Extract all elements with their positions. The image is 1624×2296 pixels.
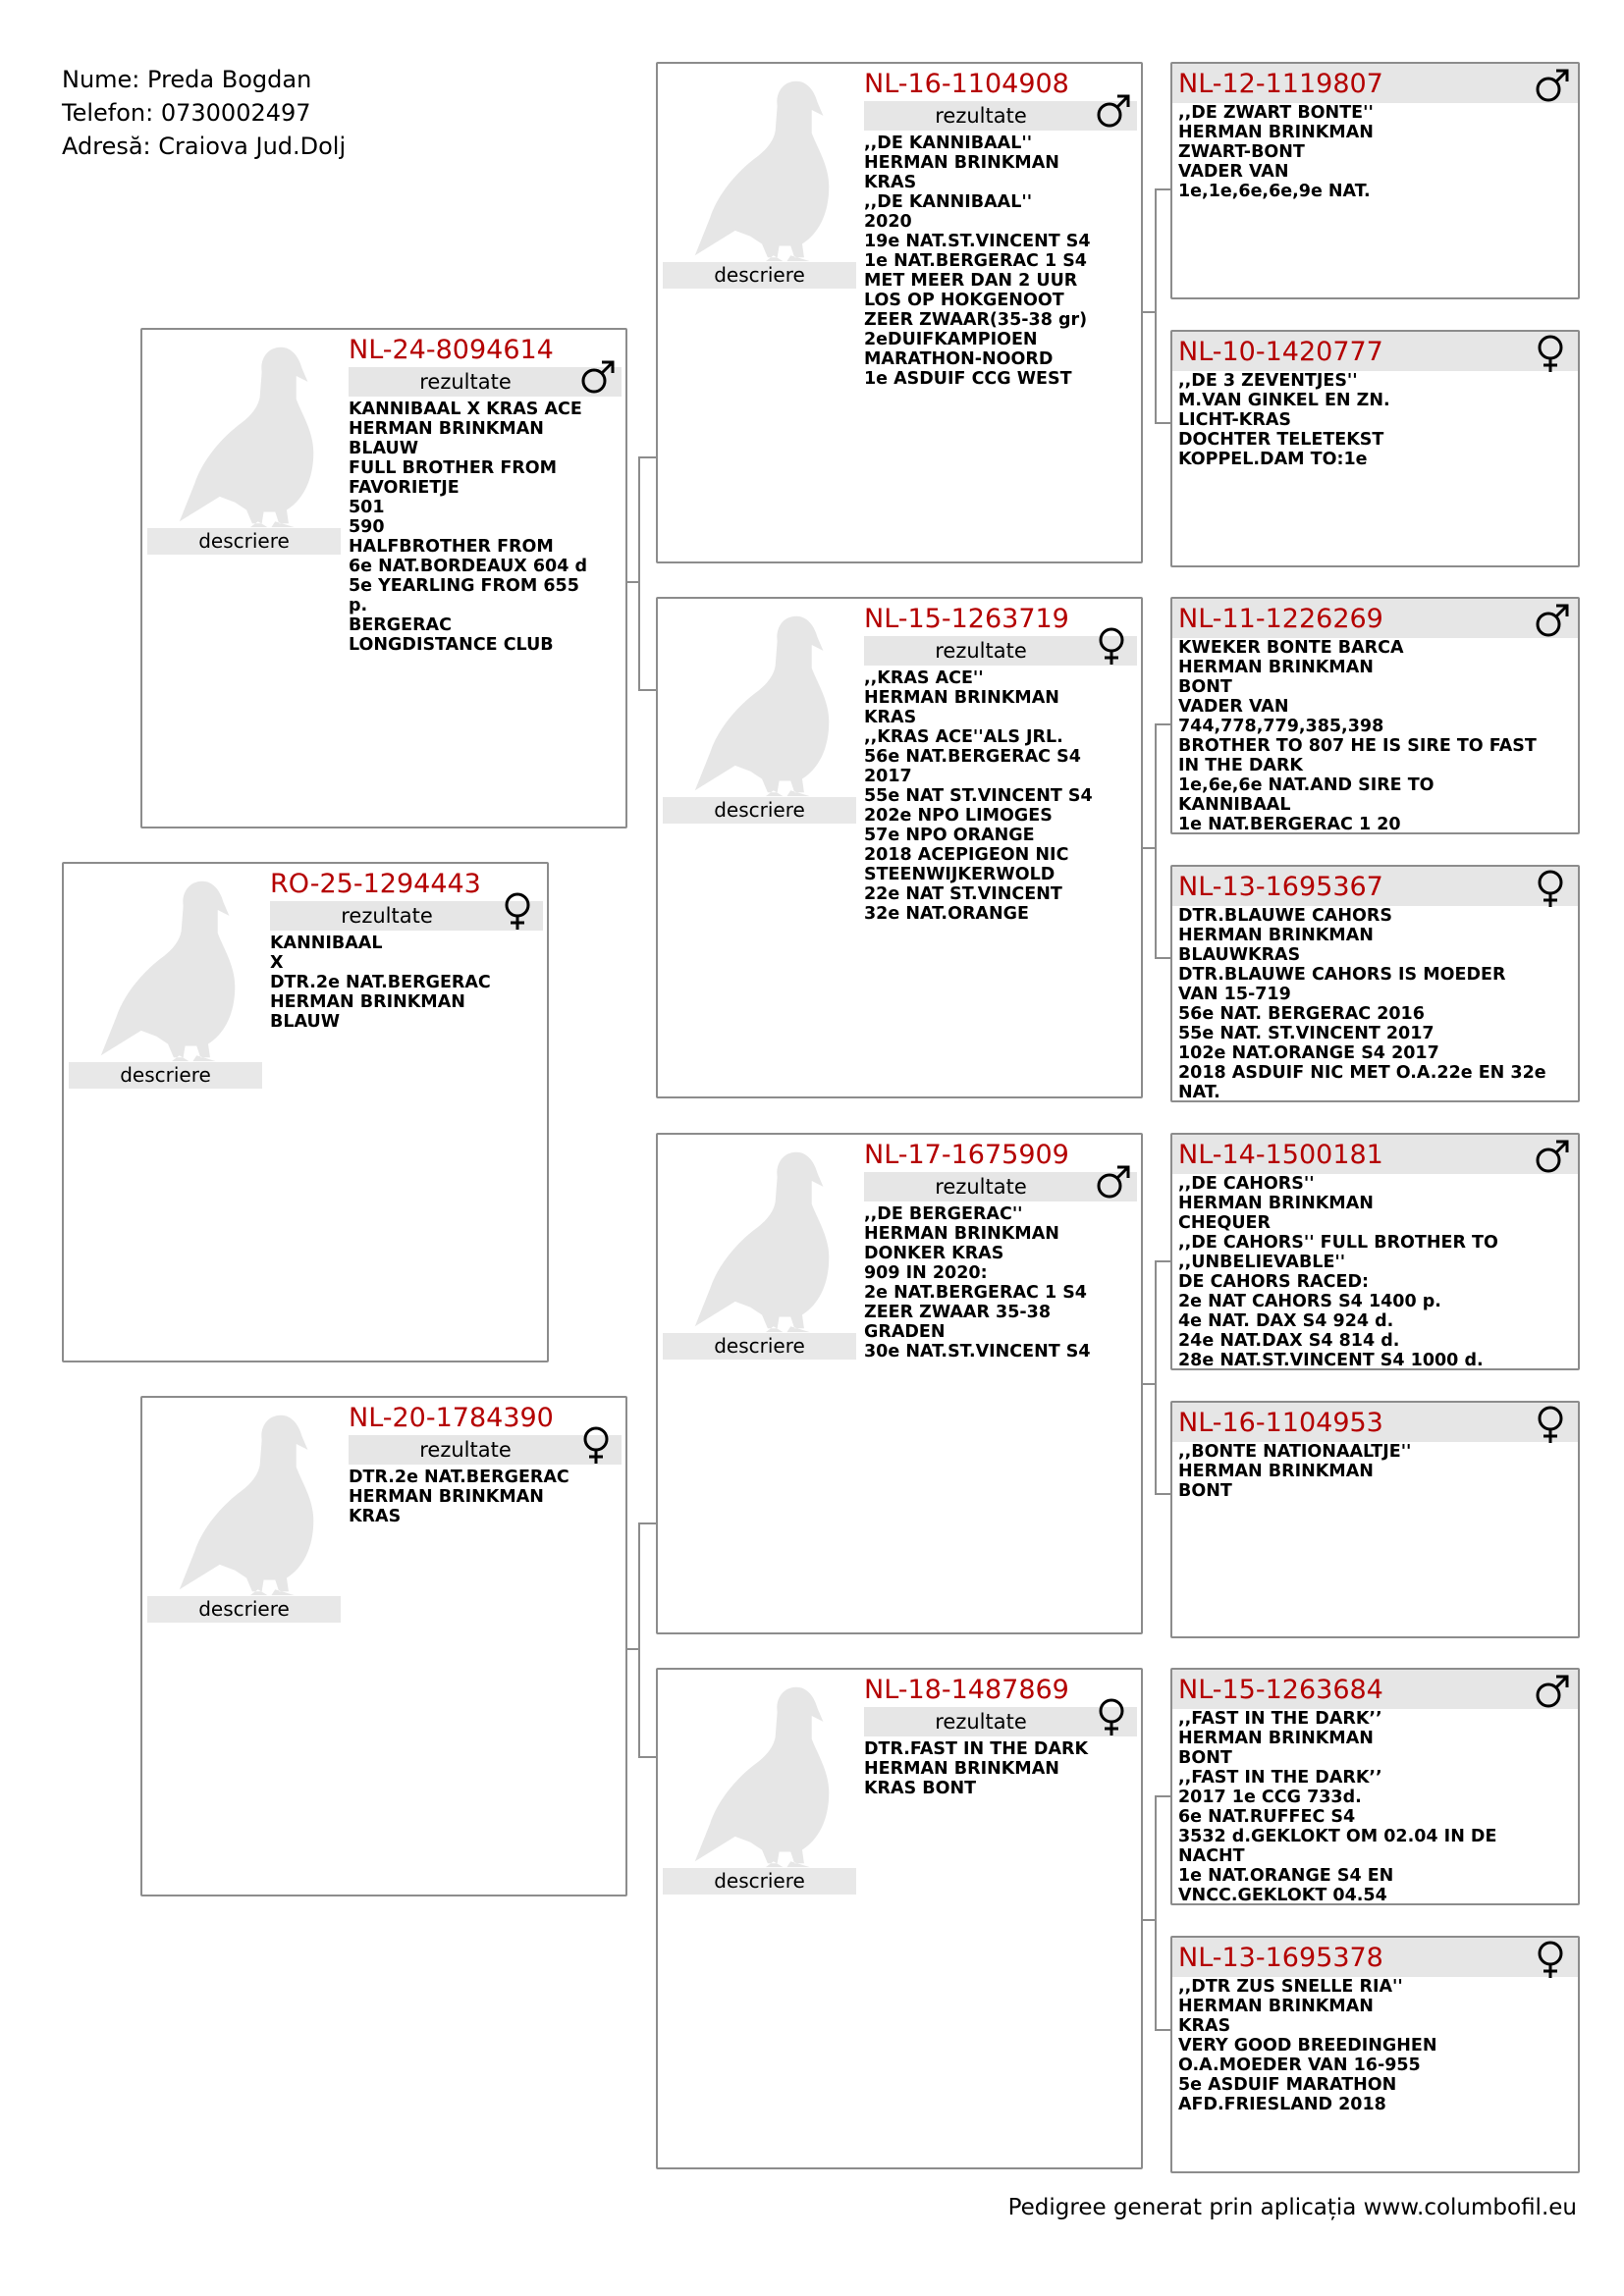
female-icon (1533, 869, 1572, 908)
ring-number[interactable]: NL-16-1104953 (1178, 1408, 1383, 1438)
results-bar (864, 1172, 1137, 1201)
description-button[interactable]: descriere (147, 1596, 341, 1623)
pigeon-notes: ,,DE CAHORS'' HERMAN BRINKMAN CHEQUER ,,DE CAHORS'' FULL BROTHER TO ,,UNBELIEVABLE'' DE CAHORS RACED: 2e NAT CAHORS S4 1400 p. 4e NAT. DAX S4 924 d. 24e NAT.DAX S4 814 d. 28e NAT.ST.VINCENT S4 1000 d. (1178, 1174, 1498, 1370)
pigeon-card-dsd[interactable] (1170, 1401, 1580, 1638)
connector-dd (1141, 1796, 1171, 2030)
pigeon-card-ddd[interactable] (1170, 1936, 1580, 2173)
connector-sire (625, 457, 657, 690)
ring-number[interactable]: NL-10-1420777 (1178, 337, 1383, 367)
ring-number[interactable]: NL-13-1695367 (1178, 872, 1383, 902)
owner-name: Nume: Preda Bogdan (62, 66, 312, 93)
pigeon-silhouette-icon (154, 340, 341, 531)
ring-number[interactable]: RO-25-1294443 (270, 869, 481, 899)
description-button[interactable]: descriere (663, 262, 856, 289)
results-bar (864, 1707, 1137, 1736)
female-icon (1533, 1940, 1572, 1979)
pigeon-card-ssd[interactable] (1170, 330, 1580, 567)
pigeon-card-dam-dam[interactable] (656, 1668, 1143, 2169)
pigeon-notes: ,,DE KANNIBAAL'' HERMAN BRINKMAN KRAS ,,DE KANNIBAAL'' 2020 19e NAT.ST.VINCENT S4 1e NAT.BERGERAC 1 S4 MET MEER DAN 2 UUR LOS OP HOKGENOOT ZEER ZWAAR(35-38 gr) 2eDUIFKAMPIOEN MARATHON-NOORD 1e ASDUIF CCG WEST (864, 133, 1091, 389)
ring-number[interactable]: NL-18-1487869 (864, 1675, 1069, 1705)
description-button[interactable]: descriere (663, 797, 856, 824)
results-button[interactable]: rezultate (341, 904, 433, 928)
results-button[interactable]: rezultate (419, 370, 512, 394)
pigeon-card-dam-sire[interactable] (656, 1133, 1143, 1634)
pigeon-card-sire[interactable] (140, 328, 627, 828)
ring-bar (1172, 1135, 1578, 1174)
ring-number[interactable]: NL-17-1675909 (864, 1140, 1069, 1170)
pigeon-card-dam[interactable] (140, 1396, 627, 1896)
pigeon-notes: ,,DE ZWART BONTE'' HERMAN BRINKMAN ZWART-BONT VADER VAN 1e,1e,6e,6e,9e NAT. (1178, 103, 1374, 201)
pigeon-card-sdd[interactable] (1170, 865, 1580, 1102)
pigeon-notes: KANNIBAAL X KRAS ACE HERMAN BRINKMAN BLAUW FULL BROTHER FROM FAVORIETJE 501 590 HALFBROTHER FROM 6e NAT.BORDEAUX 604 d 5e YEARLING FROM 655 p. BERGERAC LONGDISTANCE CLUB (349, 400, 588, 655)
results-bar (349, 367, 622, 397)
owner-address: Adresă: Craiova Jud.Dolj (62, 133, 347, 160)
pigeon-card-sss[interactable] (1170, 62, 1580, 299)
owner-phone: Telefon: 0730002497 (62, 99, 311, 127)
pigeon-notes: KWEKER BONTE BARCA HERMAN BRINKMAN BONT VADER VAN 744,778,779,385,398 BROTHER TO 807 HE IS SIRE TO FAST IN THE DARK 1e,6e,6e NAT.AND SIRE TO KANNIBAAL 1e NAT.BERGERAC 1 20 (1178, 638, 1537, 834)
results-button[interactable]: rezultate (935, 1175, 1027, 1199)
connector-ss (1141, 189, 1171, 423)
female-icon (1094, 1697, 1133, 1736)
results-button[interactable]: rezultate (419, 1438, 512, 1462)
description-button[interactable]: descriere (147, 528, 341, 555)
pigeon-silhouette-icon (670, 609, 856, 800)
female-icon (1533, 334, 1572, 373)
male-icon (1094, 1162, 1133, 1201)
connector-sd (1141, 724, 1171, 958)
pigeon-silhouette-icon (76, 874, 262, 1065)
connector-dam (625, 1523, 657, 1757)
ring-number[interactable]: NL-15-1263684 (1178, 1675, 1383, 1705)
pigeon-card-dss[interactable] (1170, 1133, 1580, 1370)
pigeon-notes: DTR.FAST IN THE DARK HERMAN BRINKMAN KRAS BONT (864, 1739, 1089, 1798)
pigeon-card-main[interactable] (62, 862, 549, 1362)
description-button[interactable]: descriere (663, 1333, 856, 1360)
pigeon-card-dds[interactable] (1170, 1668, 1580, 1905)
ring-bar (1172, 1403, 1578, 1442)
male-icon (1533, 1672, 1572, 1711)
ring-number[interactable]: NL-16-1104908 (864, 69, 1069, 99)
female-icon (578, 1425, 618, 1465)
footer-credit: Pedigree generat prin aplicația www.columbofil.eu (1007, 2195, 1577, 2220)
ring-bar (1172, 332, 1578, 371)
ring-bar (1172, 64, 1578, 103)
pigeon-silhouette-icon (670, 1145, 856, 1336)
male-icon (1533, 601, 1572, 640)
pigeon-notes: DTR.BLAUWE CAHORS HERMAN BRINKMAN BLAUWKRAS DTR.BLAUWE CAHORS IS MOEDER VAN 15-719 56e NAT. BERGERAC 2016 55e NAT. ST.VINCENT 2017 102e NAT.ORANGE S4 2017 2018 ASDUIF NIC MET O.A.22e EN 32e NAT. (1178, 906, 1546, 1102)
results-button[interactable]: rezultate (935, 1710, 1027, 1734)
ring-bar (1172, 1938, 1578, 1977)
pigeon-card-sire-sire[interactable] (656, 62, 1143, 563)
pigeon-notes: ,,DE 3 ZEVENTJES'' M.VAN GINKEL EN ZN. LICHT-KRAS DOCHTER TELETEKST KOPPEL.DAM TO:1e (1178, 371, 1390, 469)
pigeon-silhouette-icon (670, 1680, 856, 1871)
pigeon-notes: ,,DE BERGERAC'' HERMAN BRINKMAN DONKER KRAS 909 IN 2020: 2e NAT.BERGERAC 1 S4 ZEER ZWAAR 35-38 GRADEN 30e NAT.ST.VINCENT S4 (864, 1204, 1091, 1362)
male-icon (1094, 91, 1133, 131)
results-bar (864, 101, 1137, 131)
results-button[interactable]: rezultate (935, 104, 1027, 128)
ring-number[interactable]: NL-24-8094614 (349, 335, 554, 365)
female-icon (500, 891, 539, 931)
results-button[interactable]: rezultate (935, 639, 1027, 663)
ring-number[interactable]: NL-15-1263719 (864, 604, 1069, 634)
female-icon (1533, 1405, 1572, 1444)
description-button[interactable]: descriere (69, 1062, 262, 1089)
pigeon-notes: ,,DTR ZUS SNELLE RIA'' HERMAN BRINKMAN KRAS VERY GOOD BREEDINGHEN O.A.MOEDER VAN 16-955 5e ASDUIF MARATHON AFD.FRIESLAND 2018 (1178, 1977, 1437, 2114)
ring-number[interactable]: NL-11-1226269 (1178, 604, 1383, 634)
male-icon (578, 357, 618, 397)
ring-number[interactable]: NL-13-1695378 (1178, 1943, 1383, 1973)
pigeon-card-sire-dam[interactable] (656, 597, 1143, 1098)
ring-number[interactable]: NL-12-1119807 (1178, 69, 1383, 99)
pigeon-notes: ,,KRAS ACE'' HERMAN BRINKMAN KRAS ,,KRAS ACE''ALS JRL. 56e NAT.BERGERAC S4 2017 55e NAT ST.VINCENT S4 202e NPO LIMOGES 57e NPO ORANGE 2018 ACEPIGEON NIC STEENWIJKERWOLD 22e NAT ST.VINCENT 32e NAT.ORANGE (864, 668, 1093, 924)
male-icon (1533, 66, 1572, 105)
description-button[interactable]: descriere (663, 1868, 856, 1895)
connector-ds (1141, 1261, 1171, 1494)
ring-number[interactable]: NL-20-1784390 (349, 1403, 554, 1433)
results-bar (349, 1435, 622, 1465)
results-bar (270, 901, 543, 931)
pigeon-notes: ,,BONTE NATIONAALTJE'' HERMAN BRINKMAN BONT (1178, 1442, 1412, 1501)
pigeon-notes: ,,FAST IN THE DARK’’ HERMAN BRINKMAN BONT ,,FAST IN THE DARK’’ 2017 1e CCG 733d. 6e NAT.RUFFEC S4 3532 d.GEKLOKT OM 02.04 IN DE NACHT 1e NAT.ORANGE S4 EN VNCC.GEKLOKT 04.54 (1178, 1709, 1497, 1905)
ring-bar (1172, 867, 1578, 906)
pigeon-card-sds[interactable] (1170, 597, 1580, 834)
female-icon (1094, 626, 1133, 666)
male-icon (1533, 1137, 1572, 1176)
pigeon-notes: DTR.2e NAT.BERGERAC HERMAN BRINKMAN KRAS (349, 1468, 569, 1526)
results-bar (864, 636, 1137, 666)
pigeon-silhouette-icon (670, 74, 856, 265)
ring-bar (1172, 599, 1578, 638)
pigeon-silhouette-icon (154, 1408, 341, 1599)
pigeon-notes: KANNIBAAL X DTR.2e NAT.BERGERAC HERMAN BRINKMAN BLAUW (270, 934, 491, 1032)
ring-bar (1172, 1670, 1578, 1709)
ring-number[interactable]: NL-14-1500181 (1178, 1140, 1383, 1170)
